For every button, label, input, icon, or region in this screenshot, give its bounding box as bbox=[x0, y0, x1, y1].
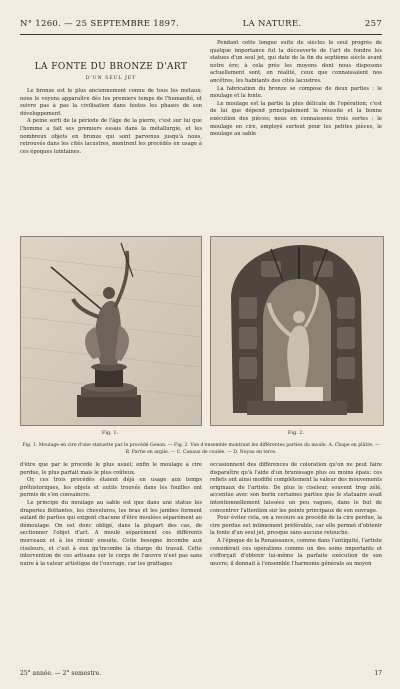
header-rule bbox=[20, 34, 382, 35]
page-number: 257 bbox=[364, 19, 382, 29]
paragraph: d'être que par le procédé le plus usuel; enfin le moulage à cire perdue, le plus parfait mais le plus coûteux. bbox=[20, 462, 202, 476]
paragraph: occasionnent des différences de coloration qu'on ne peut faire disparaître qu'à l'aide d'un brunissage plus ou moins épais; ces reflets ont ainsi modifié complètement la valeur des mouvements originaux de l'artiste. De plus le ciseleur, souvent trop zélé, accentue avec son burin certaines parties que le statuaire avait intentionnellement laissées un peu vagues, dans le but de concentrer l'attention sur les points principaux de son ouvrage. bbox=[210, 462, 382, 514]
right-column-top bbox=[210, 40, 382, 230]
figure-caption: Fig. 1. Moulage en cire d'une statuette par le procédé Gonon. — Fig. 2. Vue d'ensemble montrant les différentes parties du moule. A. Chape en plâtre. — B. Partie en argile. — C. Canaux de coulée. — D. Noyau en terre. bbox=[22, 443, 380, 455]
issue-info: N° 1260. — 25 SEPTEMBRE 1897. bbox=[20, 19, 180, 29]
paragraph: Or, ces trois procédés étaient déjà en usage aux temps préhistoriques, les objets et outils trouvés dans les fouilles ont permis de s'en convaincre. bbox=[20, 477, 202, 499]
page-header bbox=[20, 17, 382, 31]
journal-name: LA NATURE. bbox=[242, 19, 302, 29]
paragraph: Pour éviter cela, on a recours au procédé de la cire perdue, la cire perdue est intimement préférable, car elle permet d'obtenir la fonte d'un seul jet, presque sans aucune retouche. bbox=[210, 515, 382, 537]
figure-1-label: Fig. 1. bbox=[101, 430, 119, 436]
figure-2-mold bbox=[210, 236, 384, 426]
paragraph: Le principe du moulage au sable est que dans une statue les draperies flottantes, les chevelures, les bras et les jambes forment autant de parties qui exigent chacune d'être moulées séparément au démoulage. On est donc obligé, dans la plupart des cas, de sectionner l'objet d'art. A moulé séparément ces différents morceaux et à les réunir ensuite. Cette besogne incombe aux ciseleurs, et c'est à eux qu'incombe la charge du travail. Cette intervention de ces artisans sur le corps de l'œuvre n'est pas sans nuire à la valeur artistique de l'ouvrage, car les grattages bbox=[20, 499, 202, 567]
paragraph: A peine sorti de la période de l'âge de la pierre, c'est sur lui que l'homme a fait ses premiers essais dans la métallurgie, et les nombreux objets en bronze qui sont parvenus jusqu'à nous, retrouvés dans les cités lacustres, montrent les procédés en usage à ces époques lointaines. bbox=[20, 118, 202, 155]
paragraph: A l'époque de la Renaissance, comme dans l'antiquité, l'artiste considérait ces opérations comme un des soins importants et s'efforçait d'obtenir lui-même la parfaite exécution de son œuvre; il donnait à l'ensemble l'harmonie générale au moyen bbox=[210, 537, 382, 567]
paragraph: Le moulage est la partie la plus délicate de l'opération; c'est de lui que dépend principalement la réussite et la bonne exécution des pièces; nous en connaissons trois sortes : le moulage en cire, employé surtout pour les petites pièces, le moulage au sable bbox=[210, 100, 382, 138]
footer-signature: 17 bbox=[374, 669, 382, 677]
left-column-top bbox=[20, 88, 202, 230]
figure-2-label: Fig. 2. bbox=[287, 430, 305, 436]
paragraph: La fabrication du bronze se compose de deux parties : le moulage et la fonte. bbox=[210, 85, 382, 100]
paragraph: Pendant cette longue suite de siècles le seul progrès de quelque importance fut la découverte de l'art de fondre les statues d'un seul jet, qui date de la fin du septième siècle avant notre ère; à cela près les moyens dont nous disposons actuellement sont, en réalité, ceux que connaissaient nos ancêtres, les habitants des cités lacustres. bbox=[210, 40, 382, 84]
footer-volume: 25° année. — 2° semestre. bbox=[20, 669, 102, 677]
article-subtitle: D'UN SEUL JET bbox=[85, 76, 137, 81]
article-title: LA FONTE DU BRONZE D'ART bbox=[34, 62, 188, 72]
page-footer bbox=[20, 668, 382, 678]
right-column-bottom bbox=[210, 462, 382, 664]
figure-1-statuette bbox=[20, 236, 202, 426]
paragraph: Le bronze est le plus anciennement connu de tous les métaux; nous le voyons apparaître dès les premiers temps de l'humanité, et suivre pas à pas la civilisation dans toutes les phases de son développement. bbox=[20, 88, 202, 117]
left-column-bottom bbox=[20, 462, 202, 664]
